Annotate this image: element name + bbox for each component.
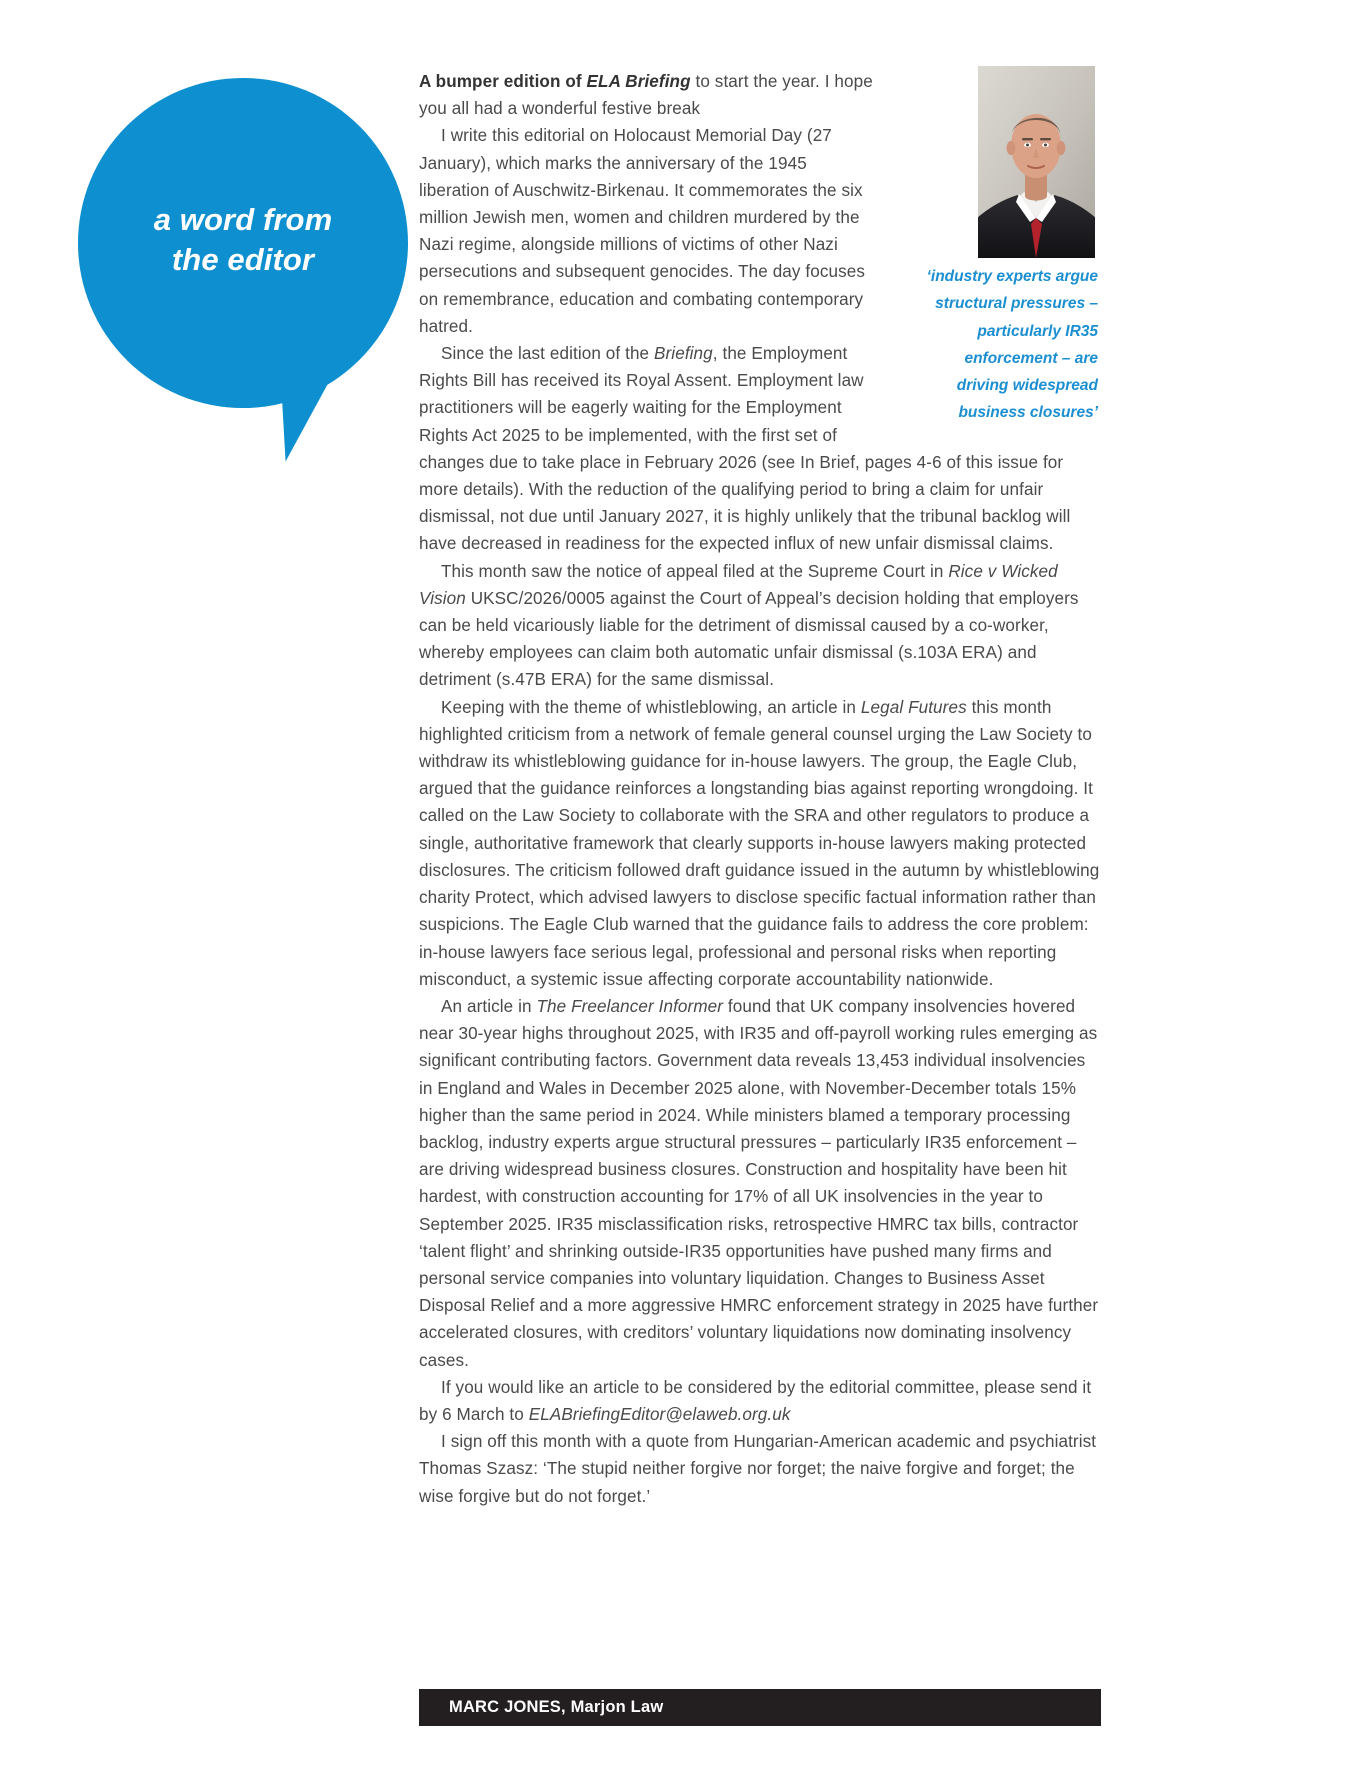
text-run-normal: found that UK company insolvencies hovered near 30-year highs throughout 2025, with IR35 and off-payroll working rules emerging as significant contributing factors. Government data reveals 13,453 individual insolvencies in England and Wales in December 2025 alone, with November-December totals 15% higher than the same period in 2024. While ministers blamed a temporary processing backlog, industry experts argue structural pressures – particularly IR35 enforcement – are driving widespread business closures. Construction and hospitality have been hit hardest, with construction accounting for 17% of all UK insolvencies in the year to September 2025. IR35 misclassification risks, retrospective HMRC tax bills, contractor ‘talent flight’ and shrinking outside-IR35 opportunities have pushed many firms and personal service companies into voluntary liquidation. Changes to Business Asset Disposal Relief and a more aggressive HMRC enforcement strategy in 2025 have further accelerated closures, with creditors’ voluntary liquidations now dominating insolvency cases. (419, 996, 1099, 1370)
paragraph-p3-erb (419, 340, 879, 449)
text-run-italic: Briefing (654, 344, 713, 364)
text-run-normal: changes due to take place in February 2026 (see In Brief, pages 4-6 of this issue for more details). With the reduction of the qualifying period to bring a claim for unfair dismissal, not due until January 2027, it is highly unlikely that the tribunal backlog will have decreased in readiness for the expected influx of new unfair dismissal claims. (419, 452, 1071, 554)
text-run-normal: I sign off this month with a quote from Hungarian-American academic and psychiatrist Thomas Szasz: ‘The stupid neither forgive nor forget; the naive forgive and forget; the wise forgive but do not forget.’ (419, 1432, 1097, 1506)
section-title-line-1: a word from (153, 202, 333, 237)
text-run-normal: this month highlighted criticism from a network of female general counsel urging the Law Society to withdraw its whistleblowing guidance for in-house lawyers. The group, the Eagle Club, argued that the guidance reinforces a longstanding bias against reporting wrongdoing. It called on the Law Society to collaborate with the SRA and other regulators to produce a single, authoritative framework that clearly supports in-house lawyers making protected disclosures. The criticism followed draft guidance issued in the autumn by whistleblowing charity Protect, which advised lawyers to disclose specific factual information rather than suspicions. The Eagle Club warned that the guidance fails to address the core problem: in-house lawyers face serious legal, professional and personal risks when reporting misconduct, a systemic issue affecting corporate accountability nationwide. (419, 697, 1100, 989)
text-run-italic: Legal Futures (860, 697, 967, 717)
section-title (78, 200, 408, 281)
paragraph-p2-holocaust (419, 122, 879, 340)
text-run-bold-italic: ELA Briefing (586, 72, 691, 91)
paragraph-p1-intro (419, 68, 879, 122)
pull-quote-line-5: driving widespread (956, 377, 1098, 395)
text-run-italic: Rice v Wicked Vision (419, 561, 1058, 608)
text-run-bold: A bumper edition of (419, 72, 587, 91)
paragraph-p4-rice (419, 558, 1101, 694)
paragraph-p6-insolvency (419, 993, 1101, 1374)
pull-quote-line-1: ‘industry experts argue (926, 268, 1098, 285)
editor-speech-bubble (78, 78, 408, 453)
author-name: MARC JONES (449, 1698, 562, 1716)
pull-quote-line-4: enforcement – are (964, 349, 1098, 367)
text-run-normal: Since the last edition of the (441, 344, 655, 364)
text-run-normal: to start the year. I hope you all had a wonderful festive break (419, 72, 873, 119)
text-run-normal: Keeping with the theme of whistleblowing, an article in (441, 697, 861, 717)
text-run-normal: I write this editorial on Holocaust Memorial Day (27 January), which marks the anniversary of the 1945 liberation of Auschwitz-Birkenau. It commemorates the six million Jewish men, women and children murdered by the Nazi regime, alongside millions of victims of other Nazi persecutions and subsequent genocides. The day focuses on remembrance, education and combating contemporary hatred. (419, 126, 866, 336)
section-title-line-2: the editor (171, 242, 315, 278)
paragraph-p5-whistleblowing (419, 694, 1101, 993)
pull-quote-line-6: business closures’ (958, 404, 1098, 422)
author-firm: Marjon Law (570, 1698, 664, 1716)
text-run-normal: , the Employment Rights Bill has received its Royal Assent. Employment law practitioners will be eagerly waiting for the Employment Rights Act 2025 to be implemented, with the first set of (419, 344, 864, 445)
article-body (419, 68, 1101, 1510)
paragraph-p8-signoff (419, 1428, 1101, 1510)
text-run-normal: An article in (441, 996, 537, 1016)
text-run-normal: If you would like an article to be considered by the editorial committee, please send it by 6 March to (419, 1377, 1092, 1424)
text-run-italic: The Freelancer Informer (536, 996, 724, 1016)
text-run-normal: This month saw the notice of appeal filed at the Supreme Court in (441, 561, 949, 581)
text-run-italic: ELABriefingEditor@elaweb.org.uk (528, 1404, 791, 1424)
pull-quote-line-2: structural pressures – (935, 295, 1098, 313)
paragraph-p7-submissions (419, 1374, 1101, 1428)
paragraph-p3b-erb-cont (419, 449, 1101, 558)
pull-quote-line-3: particularly IR35 (977, 322, 1098, 340)
byline-separator: , (561, 1698, 571, 1716)
text-run-normal: UKSC/2026/0005 against the Court of Appeal’s decision holding that employers can be held vicariously liable for the detriment of dismissal caused by a co-worker, whereby employees can claim both automatic unfair dismissal (s.103A ERA) and detriment (s.47B ERA) for the same dismissal. (419, 588, 1079, 690)
author-byline-text (419, 1698, 663, 1717)
author-byline-bar (419, 1689, 1101, 1726)
